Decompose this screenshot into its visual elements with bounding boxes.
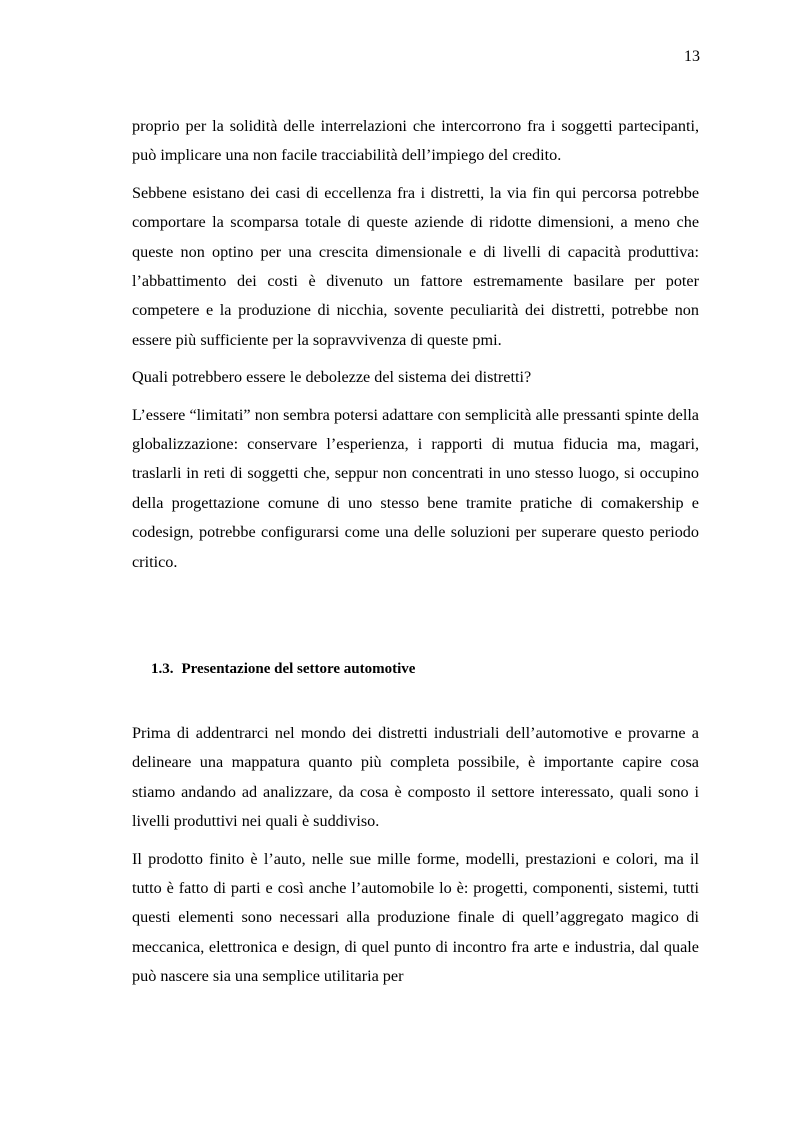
body-text-top [132, 112, 699, 585]
paragraph: Il prodotto finito è l’auto, nelle sue mille forme, modelli, prestazioni e colori, ma il tutto è fatto di parti e così anche l’automobile lo è: progetti, componenti, sistemi, tutti questi elementi sono necessari alla produzione finale di quell’aggregato magico di meccanica, elettronica e design, di quel punto di incontro fra arte e industria, dal quale può nascere sia una semplice utilitaria per [132, 849, 699, 986]
paragraph: proprio per la solidità delle interrelazioni che intercorrono fra i soggetti partecipanti, può implicare una non facile tracciabilità dell’impiego del credito. [132, 117, 699, 165]
paragraph: Quali potrebbero essere le debolezze del sistema dei distretti? [132, 368, 532, 387]
body-text-bottom [132, 719, 699, 1000]
paragraph: L’essere “limitati” non sembra potersi adattare con semplicità alle pressanti spinte della globalizzazione: conservare l’esperienza, i rapporti di mutua fiducia ma, magari, traslarli in reti di soggetti che, seppur non concentrati in uno stesso luogo, si occupino della progettazione comune di uno stesso bene tramite pratiche di comakership e codesign, potrebbe configurarsi come una delle soluzioni per superare questo periodo critico. [132, 405, 699, 571]
section-heading [151, 657, 415, 681]
section-number: 1.3. [151, 661, 174, 677]
paragraph: Prima di addentrarci nel mondo dei distretti industriali dell’automotive e provarne a delineare una mappatura quanto più completa possibile, è importante capire cosa stiamo andando ad analizzare, da cosa è composto il settore interessato, quali sono i livelli produttivi nei quali è suddiviso. [132, 724, 699, 831]
page-number: 13 [684, 48, 700, 65]
section-title: Presentazione del settore automotive [181, 661, 416, 677]
paragraph: Sebbene esistano dei casi di eccellenza fra i distretti, la via fin qui percorsa potrebbe comportare la scomparsa totale di queste aziende di ridotte dimensioni, a meno che queste non optino per una crescita dimensionale e di livelli di capacità produttiva: l’abbattimento dei costi è divenuto un fattore estremamente basilare per poter competere e la produzione di nicchia, sovente peculiarità dei distretti, potrebbe non essere più sufficiente per la sopravvivenza di queste pmi. [132, 183, 699, 349]
